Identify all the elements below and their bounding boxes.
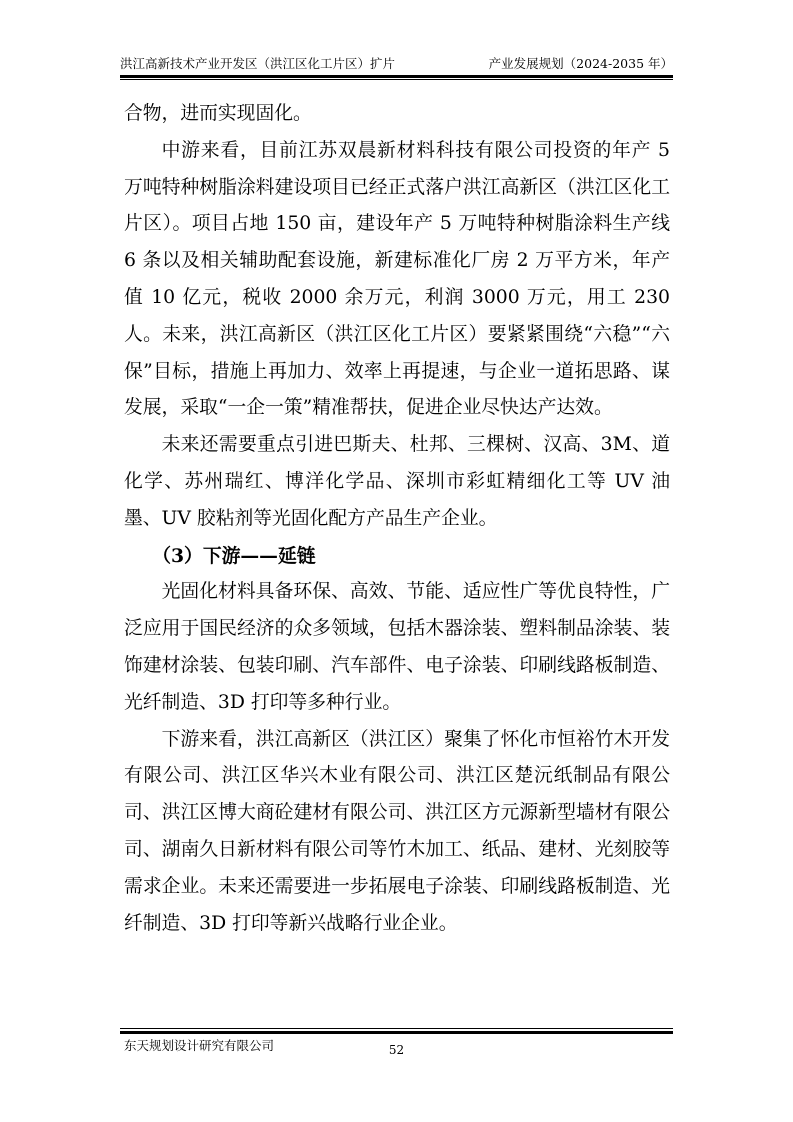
document-body [124, 96, 670, 942]
footer-rule-thin [120, 1028, 673, 1029]
paragraph-downstream: 下游来看，洪江高新区（洪江区）聚集了怀化市恒裕竹木开发有限公司、洪江区华兴木业有限公司、洪江区楚沅纸制品有限公司、洪江区博大商砼建材有限公司、洪江区方元源新型墙材有限公司、湖南久日新材料有限公司等竹木加工、纸品、建材、光刻胶等需求企业。未来还需要进一步拓展电子涂装、印刷线路板制造、光纤制造、3D 打印等新兴战略行业企业。 [124, 728, 670, 934]
header-right-title: 产业发展规划（2024-2035 年） [488, 56, 673, 71]
paragraph-continuation: 合物，进而实现固化。 [124, 103, 312, 124]
page-header [120, 55, 673, 73]
header-rule-thick [120, 75, 673, 78]
paragraph-applications: 光固化材料具备环保、高效、节能、适应性广等优良特性，广泛应用于国民经济的众多领域，包括木器涂装、塑料制品涂装、装饰建材涂装、包装印刷、汽车部件、电子涂装、印刷线路板制造、光纤制造、3D 打印等多种行业。 [124, 581, 670, 713]
paragraph-future-midstream: 未来还需要重点引进巴斯夫、杜邦、三棵树、汉高、3M、道化学、苏州瑞红、博洋化学品、深圳市彩虹精细化工等 UV 油墨、UV 胶粘剂等光固化配方产品生产企业。 [124, 434, 670, 529]
section-heading-downstream: （3）下游——延链 [152, 544, 316, 567]
footer-company-name: 东天规划设计研究有限公司 [124, 1038, 275, 1053]
footer-rule-thick [120, 1031, 673, 1034]
paragraph-midstream: 中游来看，目前江苏双晨新材料科技有限公司投资的年产 5 万吨特种树脂涂料建设项目已经正式落户洪江高新区（洪江区化工片区）。项目占地 150 亩，建设年产 5 万吨特种树脂涂料生产线 6 条以及相关辅助配套设施，新建标准化厂房 2 万平方米，年产值 10 亿元，税收 2000 余万元，利润 3000 万元，用工 230 人。未来，洪江高新区（洪江区化工片区）要紧紧围绕“六稳”“六保”目标，措施上再加力、效率上再提速，与企业一道拓思路、谋发展，采取“一企一策”精准帮扶，促进企业尽快达产达效。 [124, 139, 670, 419]
header-rule-thin [120, 79, 673, 80]
page-number: 52 [388, 1043, 405, 1057]
header-left-title: 洪江高新技术产业开发区（洪江区化工片区）扩片 [120, 56, 396, 71]
